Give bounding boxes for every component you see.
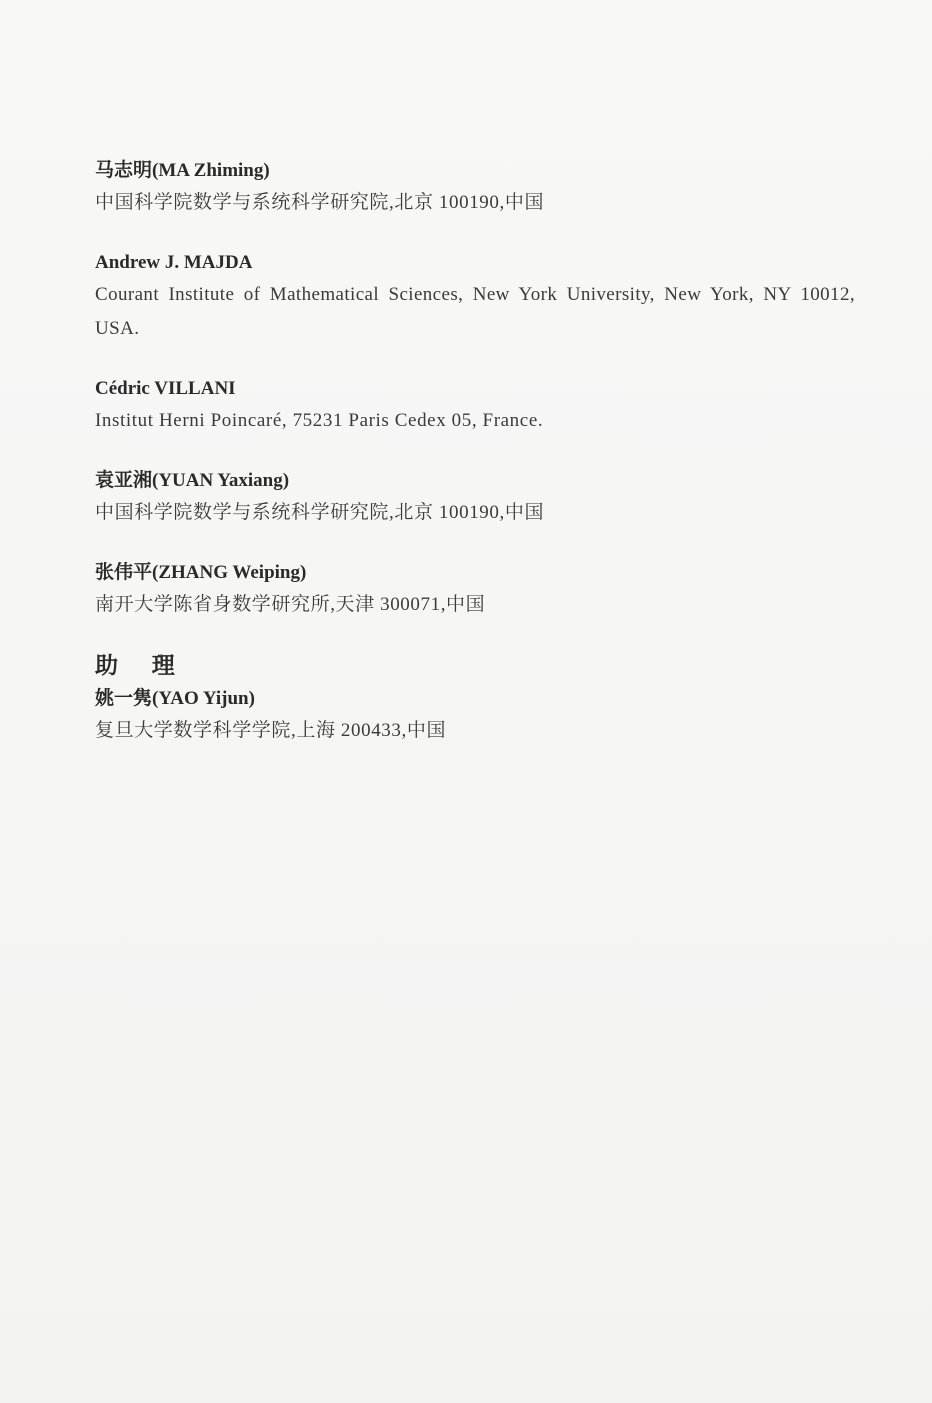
member-affiliation: Institut Herni Poincaré, 75231 Paris Cedex 05, France. [95,410,544,431]
member-name: 姚一隽(YAO Yijun) [95,688,255,709]
member-affiliation: 中国科学院数学与系统科学研究院,北京 100190,中国 [95,502,545,523]
member-name: 张伟平(ZHANG Weiping) [95,562,307,583]
member-entry [95,558,855,622]
member-name: 袁亚湘(YUAN Yaxiang) [95,470,290,491]
assistant-section [95,648,855,748]
section-heading: 助 理 [95,653,189,678]
member-affiliation: 中国科学院数学与系统科学研究院,北京 100190,中国 [95,192,545,213]
member-name: Andrew J. MAJDA [95,252,253,273]
member-entry [95,466,855,530]
member-affiliation: 南开大学陈省身数学研究所,天津 300071,中国 [95,594,486,615]
member-affiliation: Courant Institute of Mathematical Sciences, New York University, New York, NY 10012, USA. [95,284,855,339]
member-entry [95,248,855,346]
member-list [95,156,855,748]
member-entry [95,156,855,220]
member-name: 马志明(MA Zhiming) [95,160,270,181]
member-entry [95,374,855,438]
member-affiliation: 复旦大学数学科学学院,上海 200433,中国 [95,720,447,741]
member-name: Cédric VILLANI [95,378,236,399]
